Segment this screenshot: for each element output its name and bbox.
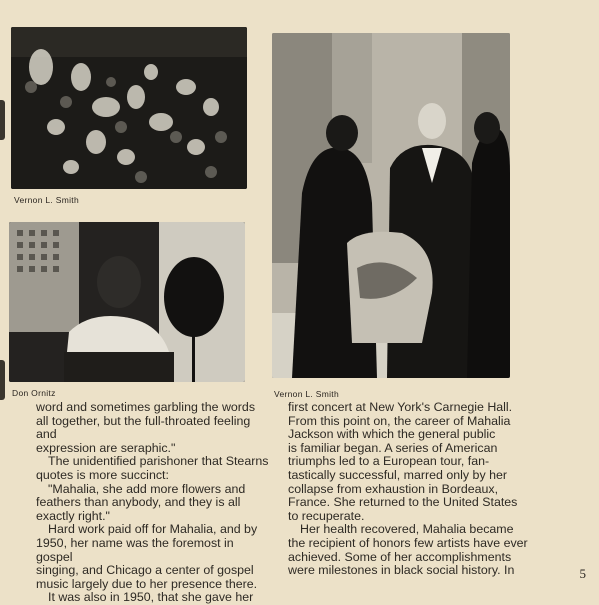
- text-line: Her health recovered, Mahalia became: [300, 522, 514, 537]
- text-line: singing, and Chicago a center of gospel: [36, 563, 254, 578]
- text-line: were milestones in black social history. In: [288, 563, 515, 578]
- text-line: France. She returned to the United States: [288, 495, 518, 510]
- text-line: collapse from exhaustion in Bordeaux,: [288, 481, 499, 496]
- text-line: From this point on, the career of Mahalia: [288, 413, 511, 428]
- text-line: feathers than anybody, and they is all: [36, 495, 241, 510]
- text-line: triumphs led to a European tour, fan-: [288, 454, 490, 469]
- text-line: quotes is more succinct:: [36, 467, 169, 482]
- text-line: The unidentified parishoner that Stearns: [48, 454, 269, 469]
- choir-audience-photo: [11, 27, 247, 189]
- text-line: the recipient of honors few artists have ever: [288, 535, 528, 550]
- binder-hole-bottom: [0, 360, 5, 400]
- photo-credit: Vernon L. Smith: [274, 389, 339, 399]
- text-line: music largely due to her presence there.: [36, 576, 258, 591]
- text-line: to recuperate.: [288, 508, 365, 523]
- text-line: exactly right.": [36, 508, 110, 523]
- photo-credit: Don Ornitz: [12, 388, 56, 398]
- text-line: word and sometimes garbling the words: [36, 400, 256, 414]
- text-line: 1950, her name was the foremost in gospel: [36, 535, 234, 564]
- text-line: tastically successful, marred only by her: [288, 467, 507, 482]
- text-line: Jackson with which the general public: [288, 427, 496, 442]
- text-line: "Mahalia, she add more flowers and: [48, 481, 246, 496]
- binder-hole-top: [0, 100, 5, 140]
- text-line: Hard work paid off for Mahalia, and by: [48, 522, 258, 537]
- text-line: all together, but the full-throated feeling and: [36, 413, 251, 442]
- mahalia-singing-photo: [9, 222, 245, 382]
- text-line: is familiar began. A series of American: [288, 440, 498, 455]
- text-line: expression are seraphic.": [36, 440, 176, 455]
- photo-credit: Vernon L. Smith: [14, 195, 79, 205]
- page-number: 5: [579, 566, 586, 581]
- right-text-column: [288, 401, 550, 578]
- handshake-photo: [272, 33, 510, 378]
- text-line: It was also in 1950, that she gave her: [48, 590, 254, 605]
- text-line: first concert at New York's Carnegie Hall.: [288, 400, 513, 414]
- left-text-column: [36, 401, 272, 605]
- text-line: achieved. Some of her accomplishments: [288, 549, 512, 564]
